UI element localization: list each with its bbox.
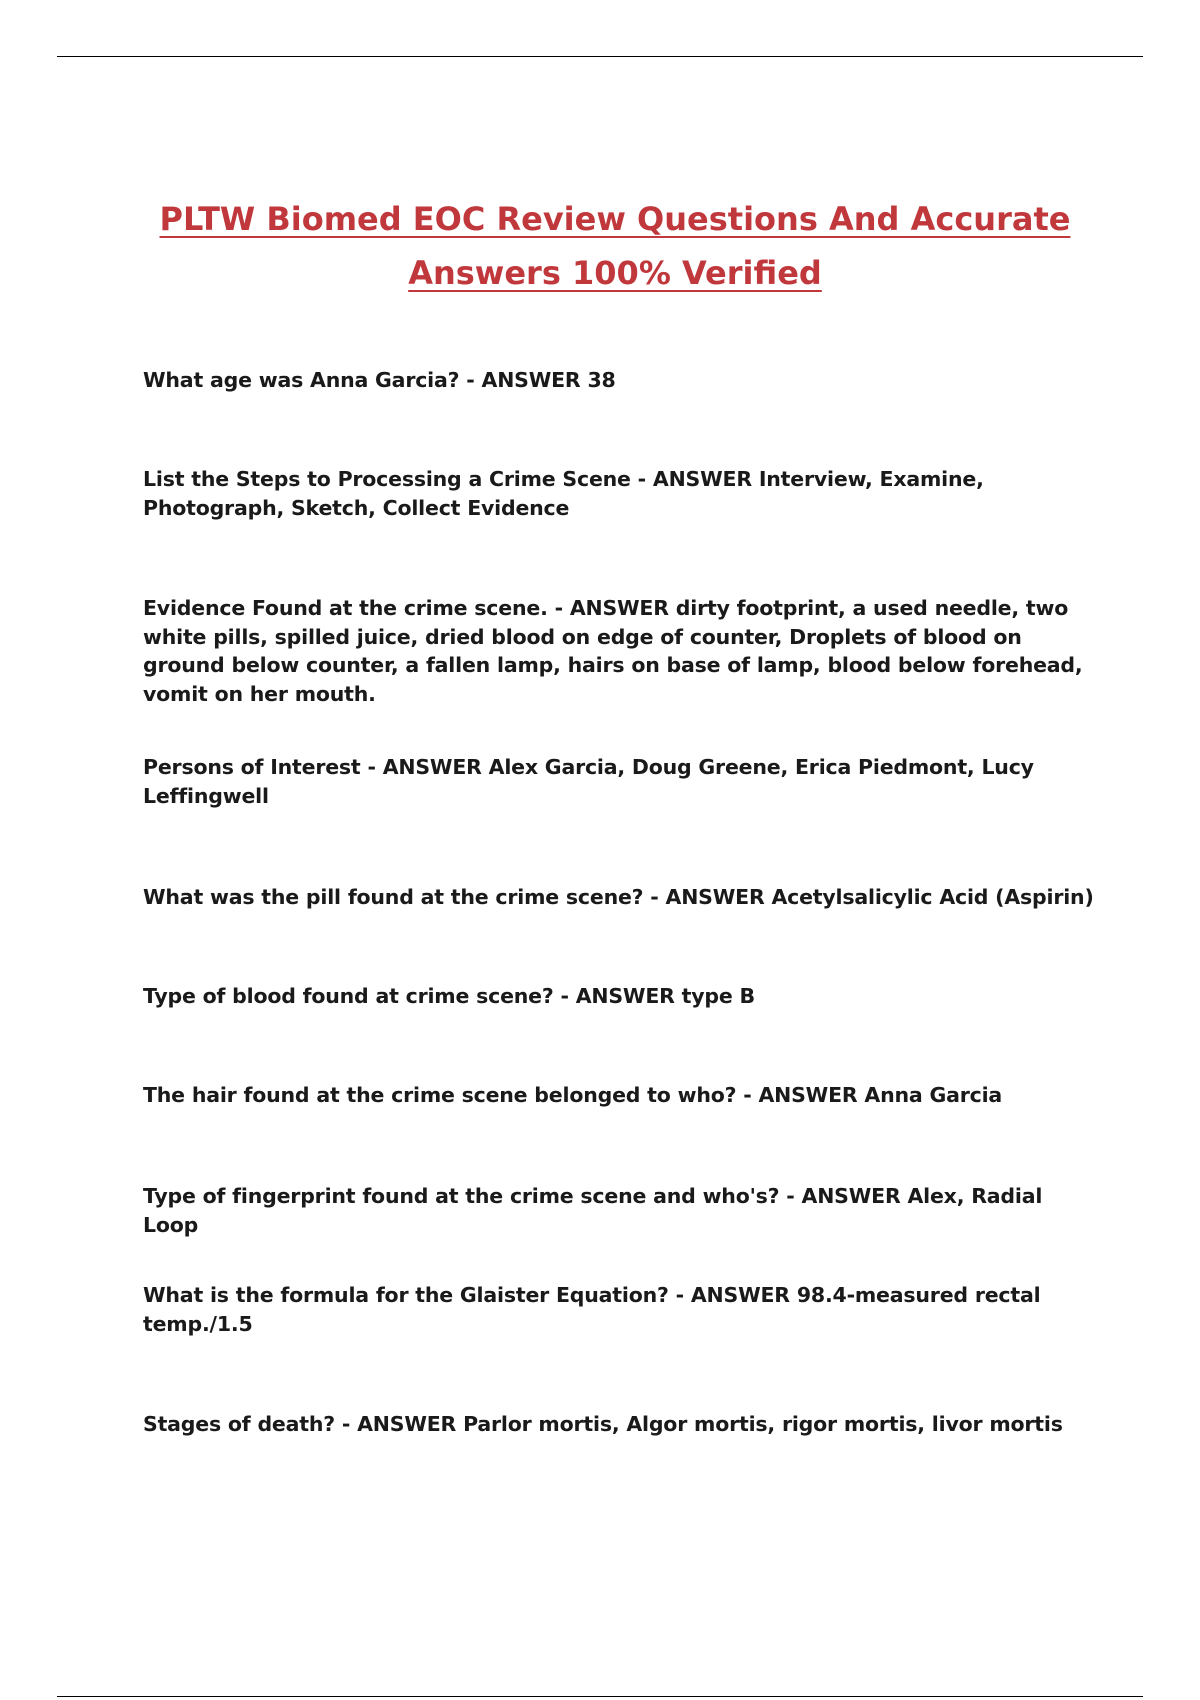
answer-separator: - ANSWER — [553, 984, 682, 1008]
qa-item-4 — [143, 753, 1103, 810]
question-text: Persons of Interest — [143, 755, 361, 779]
document-title — [140, 192, 1090, 300]
answer-separator: - ANSWER — [643, 885, 772, 909]
question-text: Stages of death? — [143, 1412, 335, 1436]
answer-separator: - ANSWER — [630, 467, 759, 491]
header-rule — [57, 56, 1143, 57]
title-line-1: PLTW Biomed EOC Review Questions And Accurate — [159, 200, 1071, 238]
qa-item-6 — [143, 982, 1103, 1011]
answer-separator: - ANSWER — [736, 1083, 865, 1107]
answer-separator: - ANSWER — [360, 755, 489, 779]
answer-text: Anna Garcia — [864, 1083, 1003, 1107]
answer-separator: - ANSWER — [334, 1412, 464, 1436]
answer-text: 98.4-measured rectal temp./1.5 — [143, 1283, 1041, 1336]
question-text: List the Steps to Processing a Crime Scene — [143, 467, 631, 491]
question-text: What was the pill found at the crime scene? — [143, 885, 644, 909]
qa-item-8 — [143, 1182, 1103, 1239]
question-text: Type of fingerprint found at the crime scene and who's? — [143, 1184, 780, 1208]
title-line-2: Answers 100% Verified — [408, 254, 822, 292]
footer-rule — [57, 1696, 1143, 1697]
answer-text: Alex Garcia, Doug Greene, Erica Piedmont, Lucy Leffingwell — [143, 755, 1034, 808]
question-text: What age was Anna Garcia? — [143, 368, 460, 392]
question-text: What is the formula for the Glaister Equation? — [143, 1283, 669, 1307]
answer-text: dirty footprint, a used needle, two white pills, spilled juice, dried blood on edge of counter, Droplets of blood on ground below counter, a fallen lamp, hairs on base of lamp, blood below forehead, vomit on her mouth. — [143, 596, 1083, 706]
answer-separator: - ANSWER — [459, 368, 588, 392]
qa-item-2 — [143, 465, 1103, 522]
answer-separator: - ANSWER — [668, 1283, 797, 1307]
answer-text: Alex, Radial Loop — [143, 1184, 1043, 1237]
answer-text: 38 — [587, 368, 616, 392]
qa-item-10 — [143, 1410, 1103, 1439]
qa-item-1 — [143, 366, 1103, 395]
answer-text: Parlor mortis, Algor mortis, rigor mortis, livor mortis — [463, 1412, 1063, 1436]
question-text: Evidence Found at the crime scene. — [143, 596, 548, 620]
question-text: Type of blood found at crime scene? — [143, 984, 554, 1008]
answer-text: type B — [681, 984, 755, 1008]
answer-separator: - ANSWER — [779, 1184, 908, 1208]
qa-item-5 — [143, 883, 1103, 912]
qa-item-9 — [143, 1281, 1103, 1338]
answer-separator: - ANSWER — [547, 596, 676, 620]
qa-item-7 — [143, 1081, 1103, 1110]
answer-text: Interview, Examine, Photograph, Sketch, Collect Evidence — [143, 467, 984, 520]
qa-item-3 — [143, 594, 1103, 708]
question-text: The hair found at the crime scene belonged to who? — [143, 1083, 737, 1107]
answer-text: Acetylsalicylic Acid (Aspirin) — [771, 885, 1094, 909]
